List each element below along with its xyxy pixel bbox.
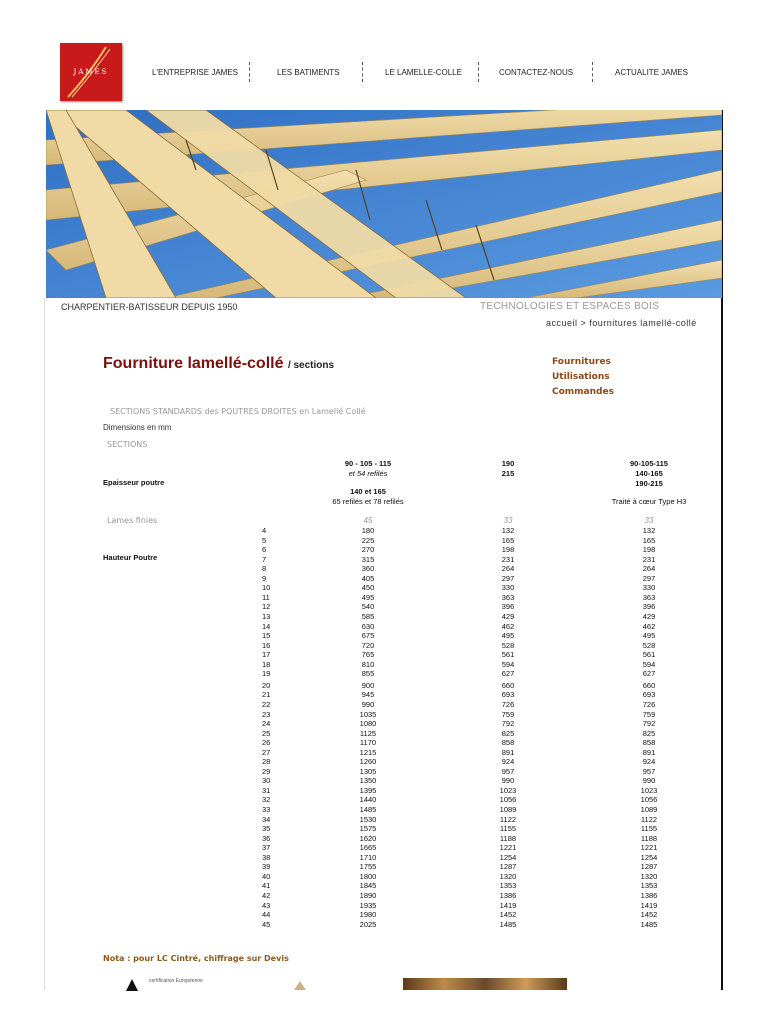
row-number: 42 [262,890,271,900]
row-number: 16 [262,640,271,650]
row-number: 21 [262,690,271,700]
row-number: 7 [262,554,267,564]
col-c-header-1: 90-105-115 [630,459,668,468]
nav-batiments[interactable]: LES BATIMENTS [277,68,340,77]
col-c-value: 363 [642,592,656,602]
nav-divider [478,62,479,82]
col-c-value: 693 [642,690,656,700]
row-number: 43 [262,900,271,910]
col-c-value: 132 [642,526,656,535]
col-c-value: 1089 [640,805,658,814]
row-number: 14 [262,621,271,631]
col-a-value: 1305 [359,766,377,776]
col-a-header-3: 140 et 165 [350,487,386,496]
col-c-value: 297 [642,573,656,583]
col-c-value: 825 [642,728,656,738]
row-number: 27 [262,747,271,757]
hauteur-label: Hauteur Poutre [103,553,158,562]
col-b-value: 792 [501,719,515,728]
col-a-value: 540 [361,602,375,612]
row-number: 30 [262,776,271,786]
page-title-main: Fourniture lamellé-collé [103,355,284,372]
row-number: 36 [262,833,271,843]
bottom-photo [403,978,567,990]
row-number: 44 [262,910,271,919]
row-number: 9 [262,573,267,583]
side-link-fournitures[interactable]: Fournitures [552,357,611,367]
col-b-value: 825 [501,728,515,738]
row-number: 34 [262,814,271,824]
col-a-value: 1620 [359,833,377,843]
section-heading: SECTIONS STANDARDS des POUTRES DROITES en Lamellé Collé [110,407,366,416]
thumbnail-icon [294,981,306,990]
col-a-value: 630 [361,621,375,631]
col-c-value: 1485 [640,919,658,929]
col-c-value: 561 [642,650,656,660]
row-number: 11 [262,592,270,602]
col-b-value: 198 [501,545,515,555]
row-number: 18 [262,659,271,669]
row-number: 5 [262,535,267,545]
col-c-value: 1320 [640,871,658,881]
col-b-header-1: 190 [501,459,515,468]
row-number: 22 [262,699,271,709]
nav-actualite[interactable]: ACTUALITE JAMES [615,68,688,77]
nav-contact[interactable]: CONTACTEZ-NOUS [499,68,574,77]
col-a-value: 1350 [359,776,377,786]
col-b-value: 429 [501,612,515,621]
certification-block [125,978,235,992]
row-number: 25 [262,728,271,738]
row-number: 10 [262,583,271,593]
col-a-value: 1035 [359,709,377,719]
col-a-value: 1575 [359,824,377,833]
page-title-sub: / sections [287,360,335,371]
logo-text: JAMES [73,68,109,76]
col-c-header-2: 140-165 [635,469,663,478]
row-number: 23 [262,709,271,719]
col-c-value: 660 [642,680,656,690]
col-a-value: 495 [361,592,375,602]
col-b-value: 957 [501,766,515,776]
col-a-value: 720 [361,640,375,650]
col-c-value: 759 [642,709,656,719]
col-b-value: 528 [501,640,515,650]
row-number: 8 [262,564,267,574]
col-c-value: 264 [642,564,656,574]
col-a-value: 405 [361,573,375,583]
col-b-value: 627 [501,669,515,679]
row-number: 32 [262,795,271,805]
col-b-value: 1056 [499,795,517,805]
hero-image [46,110,722,298]
col-a-value: 1980 [359,910,377,919]
lames-col-a: 45 [363,516,373,525]
col-b-value: 891 [501,747,515,757]
col-c-value: 726 [642,699,656,709]
row-number: 39 [262,862,271,872]
col-b-value: 1155 [499,824,517,833]
col-a-value: 1800 [359,871,377,881]
col-a-value: 315 [361,554,375,564]
row-number: 19 [262,669,271,679]
col-a-value: 1215 [359,747,377,757]
col-a-value: 585 [361,612,375,621]
col-a-value: 1080 [359,719,377,728]
row-number: 6 [262,545,267,555]
row-number: 35 [262,824,271,833]
lames-col-c: 33 [644,516,654,525]
col-c-value: 891 [642,747,656,757]
col-c-value: 792 [642,719,656,728]
col-a-value: 945 [361,690,375,700]
col-c-value: 231 [642,554,656,564]
col-a-value: 450 [361,583,375,593]
col-b-value: 1221 [499,843,517,853]
row-number: 40 [262,871,271,881]
col-b-value: 1320 [499,871,517,881]
row-number: 41 [262,881,271,891]
col-b-value: 561 [501,650,515,660]
col-b-value: 1023 [499,785,517,795]
nav-entreprise[interactable]: L'ENTREPRISE JAMES [152,68,238,77]
col-c-value: 330 [642,583,656,593]
col-b-value: 1287 [499,862,517,872]
row-number: 28 [262,757,271,767]
row-number: 4 [262,526,267,535]
main-nav [130,62,730,84]
row-number: 31 [262,785,271,795]
col-b-value: 1386 [499,890,517,900]
page-title [103,355,334,373]
col-a-value: 1485 [359,805,377,814]
col-a-value: 1665 [359,843,377,853]
col-c-value: 1452 [640,910,658,919]
col-b-value: 1353 [499,881,517,891]
col-a-value: 765 [361,650,375,660]
col-a-value: 990 [361,699,375,709]
sections-label: SECTIONS [107,440,148,449]
col-c-value: 528 [642,640,656,650]
col-c-value: 1056 [640,795,658,805]
row-number: 45 [262,919,271,929]
col-b-value: 297 [501,573,515,583]
col-a-value: 180 [361,526,375,535]
col-a-value: 360 [361,564,375,574]
col-c-value: 198 [642,545,656,555]
col-c-value: 957 [642,766,656,776]
col-b-value: 858 [501,738,515,748]
col-b-value: 231 [501,554,515,564]
col-b-value: 924 [501,757,515,767]
james-logo[interactable] [60,43,122,101]
col-b-value: 726 [501,699,515,709]
col-c-value: 1419 [640,900,658,910]
col-b-value: 660 [501,680,515,690]
col-b-value: 990 [501,776,515,786]
col-a-value: 1440 [359,795,377,805]
col-c-value: 990 [642,776,656,786]
nav-divider [249,62,250,82]
row-number: 13 [262,612,271,621]
col-b-value: 165 [501,535,515,545]
col-b-value: 1188 [499,833,517,843]
certification-icon [125,978,139,992]
col-c-value: 1188 [640,833,658,843]
row-number: 24 [262,719,271,728]
nota-text: Nota : pour LC Cintré, chiffrage sur Devis [103,954,289,963]
col-b-value: 363 [501,592,515,602]
col-a-header-1: 90 - 105 - 115 [344,459,392,468]
col-a-value: 675 [361,631,375,640]
col-a-value: 1710 [359,852,377,862]
col-a-value: 1935 [359,900,377,910]
col-c-header-4: Traité à cœur Type H3 [611,497,687,506]
col-b-value: 495 [501,631,515,640]
col-a-header-4: 65 refilés et 78 refilés [332,497,404,506]
nav-divider [592,62,593,82]
col-c-value: 1155 [640,824,658,833]
col-c-value: 1254 [640,852,658,862]
tagline-right: TECHNOLOGIES ET ESPACES BOIS [480,301,660,312]
col-a-value: 1530 [359,814,377,824]
col-c-value: 1386 [640,890,658,900]
row-number: 26 [262,738,271,748]
col-a-value: 1395 [359,785,377,795]
lames-label: Lames finies [107,516,158,525]
col-a-value: 810 [361,659,375,669]
col-a-value: 2025 [359,919,377,929]
row-number: 12 [262,602,271,612]
row-number: 38 [262,852,271,862]
row-number: 20 [262,680,271,690]
col-b-value: 759 [501,709,515,719]
col-a-value: 270 [361,545,375,555]
col-b-value: 396 [501,602,515,612]
certification-text: certification Européenne [149,978,203,984]
nav-lamelle-colle[interactable]: LE LAMELLE-COLLE [385,68,462,77]
lames-col-b: 33 [503,516,513,525]
col-b-value: 330 [501,583,515,593]
col-a-value: 1890 [359,890,377,900]
breadcrumb[interactable]: accueil > fournitures lamellé-collé [546,318,697,328]
tagline-left: CHARPENTIER-BATISSEUR DEPUIS 1950 [61,302,238,312]
col-b-value: 1485 [499,919,517,929]
epaisseur-label: Epaisseur poutre [103,478,165,487]
col-b-value: 462 [501,621,515,631]
col-a-value: 225 [361,535,375,545]
col-a-value: 1755 [359,862,377,872]
col-a-header-2: et 54 refilés [348,469,388,478]
side-links [552,355,614,400]
col-a-value: 900 [361,680,375,690]
col-a-value: 1170 [359,738,377,748]
nav-divider [362,62,363,82]
row-number: 33 [262,805,271,814]
col-c-value: 858 [642,738,656,748]
col-b-header-2: 215 [501,469,515,478]
col-b-value: 693 [501,690,515,700]
col-b-value: 132 [501,526,515,535]
side-link-commandes[interactable]: Commandes [552,387,614,397]
side-link-utilisations[interactable]: Utilisations [552,372,610,382]
row-number: 29 [262,766,271,776]
col-b-value: 1089 [499,805,517,814]
col-c-value: 429 [642,612,656,621]
col-a-value: 855 [361,669,375,679]
col-b-value: 1254 [499,852,517,862]
col-c-value: 594 [642,659,656,669]
col-c-value: 1287 [640,862,658,872]
col-c-value: 924 [642,757,656,767]
col-a-value: 1260 [359,757,377,767]
col-b-value: 594 [501,659,515,669]
col-c-value: 1122 [640,814,658,824]
col-c-value: 1221 [640,843,658,853]
page-frame-left [44,298,45,990]
col-a-value: 1845 [359,881,377,891]
col-c-value: 1023 [640,785,658,795]
col-c-value: 495 [642,631,656,640]
col-c-value: 462 [642,621,656,631]
col-b-value: 1122 [499,814,517,824]
col-c-header-3: 190-215 [635,479,663,488]
col-a-value: 1125 [359,728,377,738]
col-c-value: 396 [642,602,656,612]
col-b-value: 264 [501,564,515,574]
row-number: 37 [262,843,271,853]
row-number: 17 [262,650,271,660]
row-number: 15 [262,631,271,640]
col-c-value: 1353 [640,881,658,891]
dimensions-note: Dimensions en mm [103,423,172,432]
col-c-value: 627 [642,669,656,679]
col-b-value: 1419 [499,900,517,910]
col-c-value: 165 [642,535,656,545]
col-b-value: 1452 [499,910,517,919]
